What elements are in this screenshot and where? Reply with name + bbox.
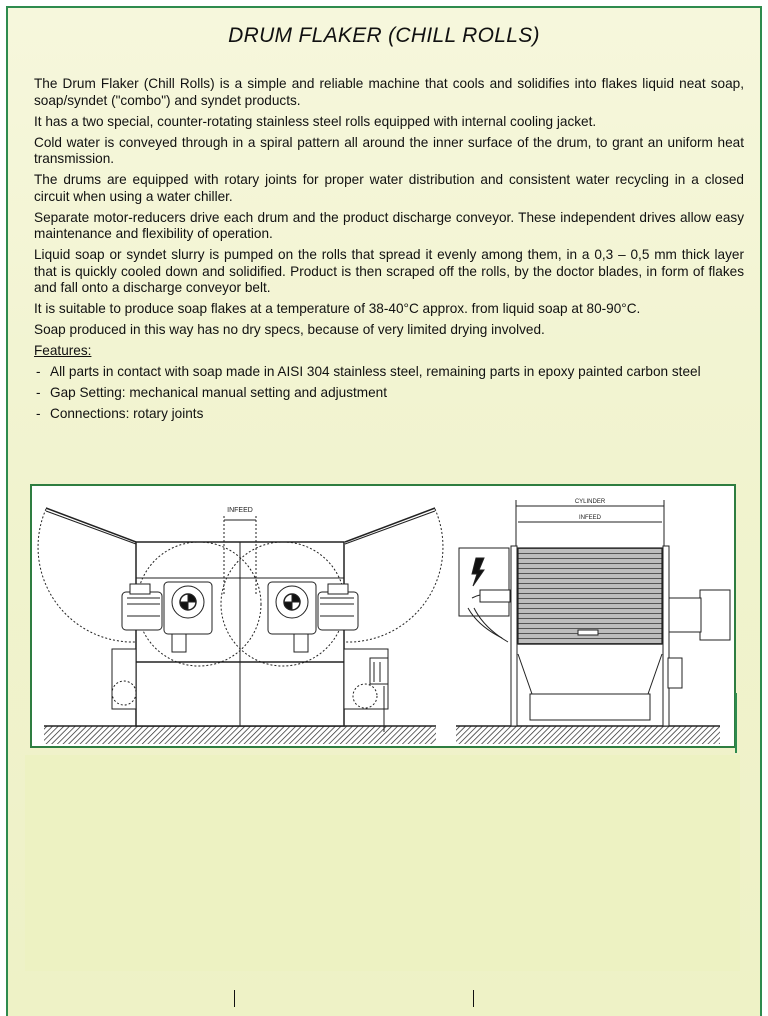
side-view	[456, 500, 730, 744]
drive-motor-side	[700, 590, 730, 640]
features-heading: Features:	[34, 343, 92, 358]
page-title: DRUM FLAKER (CHILL ROLLS)	[228, 24, 540, 47]
conveyor-motor	[370, 658, 388, 684]
paragraph: Liquid soap or syndet slurry is pumped on the rolls that spread it evenly among them, in a 0,3 – 0,5 mm thick layer that is quickly cooled down and solidified. Product is then scraped off the rolls, by the doctor blades, in form of flakes and fall onto a discharge conveyor belt.	[34, 247, 744, 295]
crop-tick-right	[473, 990, 474, 1007]
paragraph: The Drum Flaker (Chill Rolls) is a simple and reliable machine that cools and solidifies into flakes liquid neat soap, soap/syndet ("combo") and syndet products.	[34, 76, 744, 108]
swing-arc-left	[38, 509, 136, 642]
description-body	[34, 76, 744, 427]
paragraph: Separate motor-reducers drive each drum and the product discharge conveyor. These independent drives allow easy maintenance and flexibility of operation.	[34, 209, 744, 241]
paragraph: Cold water is conveyed through in a spiral pattern all around the inner surface of the drum, to grant an uniform heat transmission.	[34, 134, 744, 166]
technical-drawing	[30, 484, 736, 748]
paragraph: Soap produced in this way has no dry specs, because of very limited drying involved.	[34, 322, 545, 337]
front-infeed-label: INFEED	[227, 507, 253, 514]
feature-item	[34, 385, 744, 402]
bottom-panel	[25, 755, 740, 971]
bullet-dash: -	[36, 385, 41, 400]
feature-text: Connections: rotary joints	[50, 406, 204, 421]
bullet-dash: -	[36, 364, 41, 379]
ground-hatch-side	[456, 726, 720, 744]
feature-item	[34, 406, 744, 423]
side-infeed-label: INFEED	[578, 515, 602, 521]
front-view	[38, 508, 443, 744]
feature-text: Gap Setting: mechanical manual setting and adjustment	[50, 385, 388, 400]
ground-hatch	[44, 726, 436, 744]
conveyor-side	[530, 694, 650, 720]
bullet-dash: -	[36, 406, 41, 421]
feature-text: All parts in contact with soap made in AISI 304 stainless steel, remaining parts in epoxy painted carbon steel	[50, 364, 701, 379]
feature-item	[34, 364, 744, 381]
paragraph: It is suitable to produce soap flakes at a temperature of 38-40°C approx. from liquid soap at 80-90°C.	[34, 301, 641, 316]
swing-arc-right	[345, 509, 443, 642]
crop-tick-left	[234, 990, 235, 1007]
cylinder-label: CYLINDER	[574, 499, 606, 505]
features-list	[34, 364, 744, 423]
machine-drawing-svg	[32, 486, 734, 746]
side-rule	[735, 693, 737, 753]
paragraph: The drums are equipped with rotary joints for proper water distribution and consistent water recycling in a closed circuit when using a water chiller.	[34, 172, 744, 204]
paragraph: It has a two special, counter-rotating stainless steel rolls equipped with internal cooling jacket.	[34, 113, 597, 129]
